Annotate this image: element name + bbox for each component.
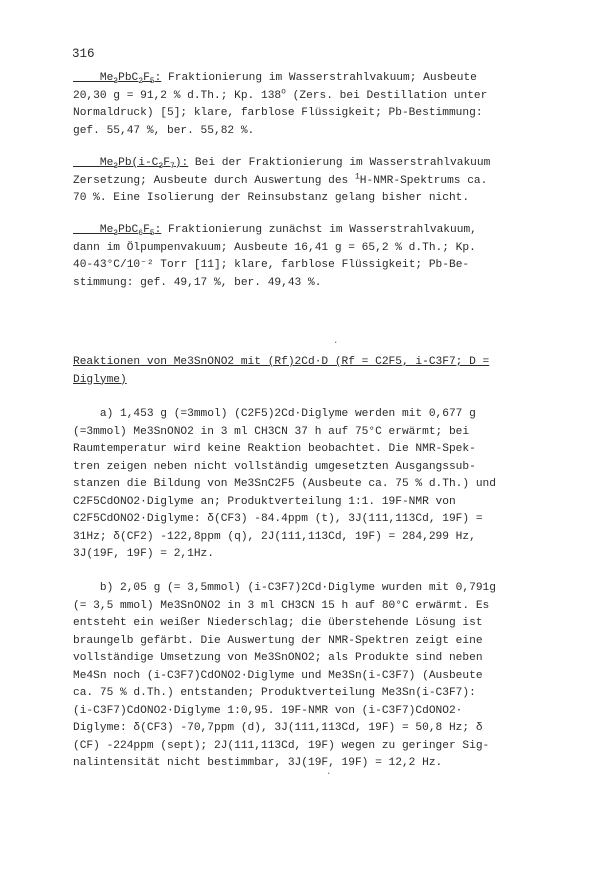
pb-line: nalintensität nicht bestimmbar, 3J(19F, 19F) = 12,2 Hz. xyxy=(73,757,443,769)
pb-line: Diglyme: δ(CF3) -70,7ppm (d), 3J(111,113Cd, 19F) = 50,8 Hz; δ xyxy=(73,722,483,734)
pb-line: (= 3,5 mmol) Me3SnONO2 in 3 ml CH3CN 15 h auf 80°C erwärmt. Es xyxy=(73,599,490,612)
pb-line: ca. 75 % d.Th.) entstanden; Produktverteilung Me3Sn(i-C3F7): xyxy=(73,687,476,699)
p3-line4: stimmung: gef. 49,17 %, ber. 49,43 %. xyxy=(73,276,322,289)
speck: · xyxy=(326,769,332,779)
pa-line: stanzen die Bildung von Me3SnC2F5 (Ausbeute ca. 75 % d.Th.) und xyxy=(73,478,496,490)
p1-line4: gef. 55,47 %, ber. 55,82 %. xyxy=(73,124,255,137)
pb-line: entsteht ein weißer Niederschlag; die überstehende Lösung ist xyxy=(73,617,483,629)
pa-line: 31Hz; δ(CF2) -122,8ppm (q), 2J(111,113Cd, 19F) = 284,299 Hz, xyxy=(73,530,476,543)
section-heading: Reaktionen von Me3SnONO2 mit (Rf)2Cd·D (Rf = C2F5, i-C3F7; D = Diglyme) xyxy=(73,356,490,386)
p1-line3: Normaldruck) [5]; klare, farblose Flüssigkeit; Pb-Bestimmung: xyxy=(73,107,483,119)
p1-line2: 20,30 g = 91,2 % d.Th.; Kp. 138 xyxy=(73,89,282,102)
p1-line1-text: Fraktionierung im Wasserstrahlvakuum; Ausbeute xyxy=(161,72,477,84)
pa-line: C2F5CdONO2·Diglyme: δ(CF3) -84.4ppm (t), 3J(111,113Cd, 19F) = xyxy=(73,513,483,525)
p3-line3: 40-43°C/10⁻² Torr [11]; klare, farblose Flüssigkeit; Pb-Be- xyxy=(73,259,470,271)
pa-line: 3J(19F, 19F) = 2,1Hz. xyxy=(73,548,214,560)
p2-line3: 70 %. Eine Isolierung der Reinsubstanz gelang bisher nicht. xyxy=(73,192,470,204)
pa-line: Raumtemperatur wird keine Reaktion beobachtet. Die NMR-Spek- xyxy=(73,443,476,455)
speck: · xyxy=(333,338,339,348)
p2-line2: Zersetzung; Ausbeute durch Auswertung des xyxy=(73,174,355,187)
paragraph-b xyxy=(73,580,528,773)
pa-line: a) 1,453 g (=3mmol) (C2F5)2Cd·Diglyme werden mit 0,677 g xyxy=(73,408,476,420)
pb-line: Me4Sn noch (i-C3F7)CdONO2·Diglyme und Me3Sn(i-C3F7) (Ausbeute xyxy=(73,669,483,682)
paragraph-me3pbc6f5: $Me_3PbC_6F_5$: Fraktionierung zunächst im Wasserstrahlvakuum, dann im Ölpumpenvakuum; Ausbeute 16,41 g = 65,2 % d.Th.; Kp. 40-43°C/10⁻² Torr [11]; klare, farblose Flüssigkeit; Pb-Be- stimmung: gef. 49,17 %, ber. 49,43 %. xyxy=(73,224,477,289)
pb-line: braungelb gefärbt. Die Auswertung der NMR-Spektren zeigt eine xyxy=(73,634,483,647)
pa-line: C2F5CdONO2·Diglyme an; Produktverteilung 1:1. 19F-NMR von xyxy=(73,495,456,508)
paragraph-a xyxy=(73,406,528,564)
p3-line2: dann im Ölpumpenvakuum; Ausbeute 16,41 g = 65,2 % d.Th.; Kp. xyxy=(73,241,476,254)
p2-line1-text: Bei der Fraktionierung im Wasserstrahlvakuum xyxy=(188,157,491,169)
pb-line: vollständige Umsetzung von Me3SnONO2; als Produkte sind neben xyxy=(73,652,483,664)
paragraph-me3pbc2f5: $Me_3PbC_2F_5$: Fraktionierung im Wasserstrahlvakuum; Ausbeute 20,30 g = 91,2 % d.Th.; Kp. 138$^o$ (Zers. bei Destillation unter Normaldruck) [5]; klare, farblose Flüssigkeit; Pb-Bestimmung: gef. 55,47 %, ber. 55,82 %. xyxy=(73,72,488,137)
p3-line1-text: Fraktionierung zunächst im Wasserstrahlvakuum, xyxy=(161,224,477,236)
pa-line: (=3mmol) Me3SnONO2 in 3 ml CH3CN 37 h auf 75°C erwärmt; bei xyxy=(73,425,470,438)
paragraph-me3pb-iC3F7: $Me_3Pb(i-C_3F_7)$: Bei der Fraktionierung im Wasserstrahlvakuum Zersetzung; Ausbeute durch Auswertung des $^1$H-NMR-Spektrums ca. 70 %. Eine Isolierung der Reinsubstanz gelang bisher nicht. xyxy=(73,157,491,204)
page-number: 316 xyxy=(72,47,95,61)
pb-line: b) 2,05 g (= 3,5mmol) (i-C3F7)2Cd·Diglyme wurden mit 0,791g xyxy=(73,582,496,594)
pb-line: (i-C3F7)CdONO2·Diglyme 1:0,95. 19F-NMR von (i-C3F7)CdONO2· xyxy=(73,704,463,717)
pa-line: tren zeigen neben nicht vollständig umgesetzten Ausgangssub- xyxy=(73,460,476,473)
pb-line: (CF) -224ppm (sept); 2J(111,113Cd, 19F) wegen zu geringer Sig- xyxy=(73,739,490,752)
